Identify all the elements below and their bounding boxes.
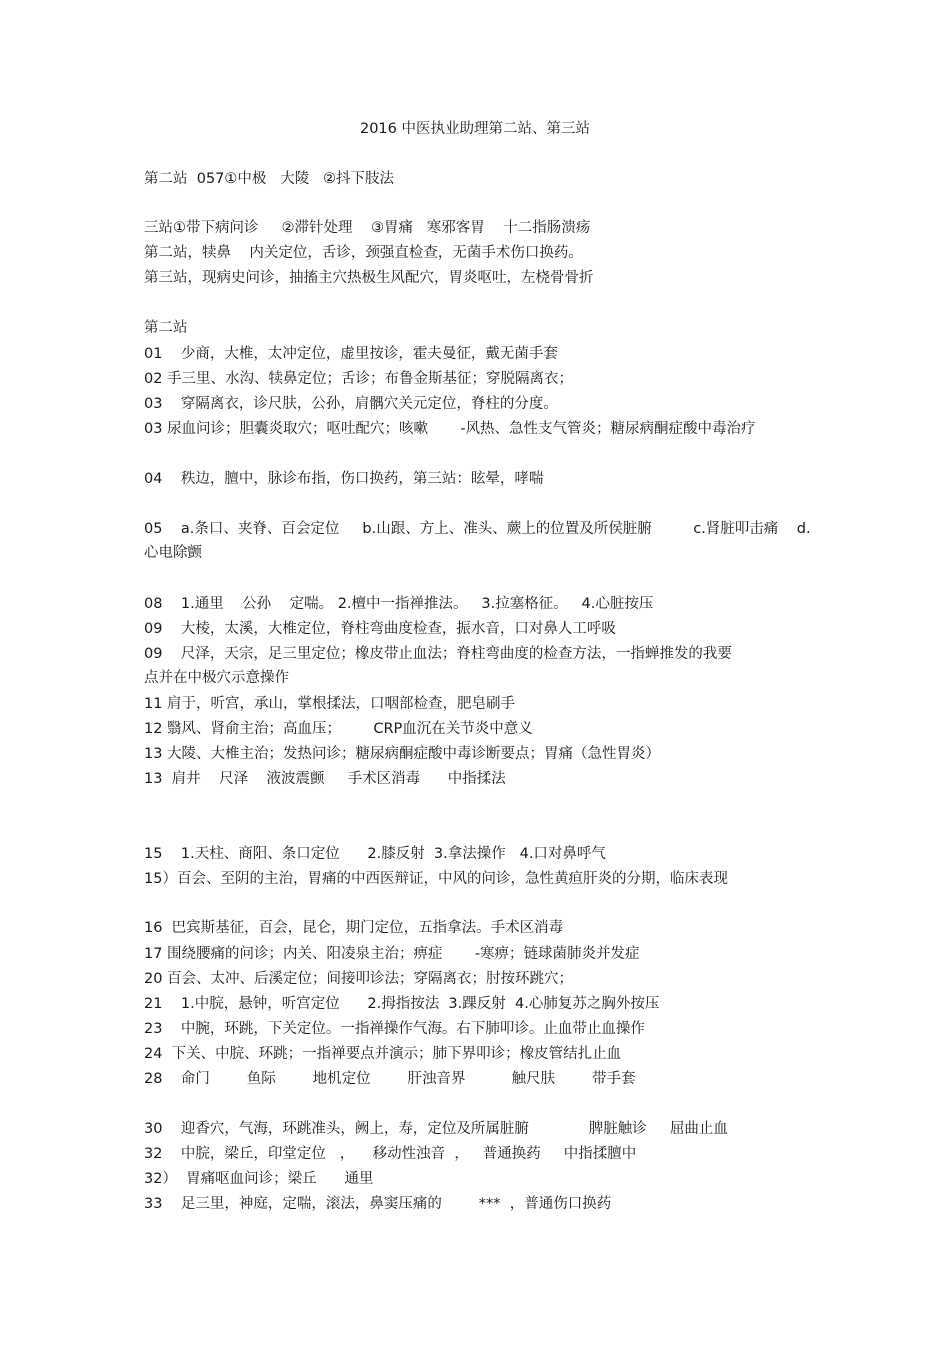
- text-line: 第二站 057①中极 大陵 ②抖下肢法: [144, 171, 395, 187]
- text-line: 20 百会、太冲、后溪定位；间接叩诊法；穿隔离衣；肘按环跳穴；: [144, 971, 574, 987]
- text-line: 13 大陵、大椎主治；发热问诊；糖尿病酮症酸中毒诊断要点；胃痛（急性胃炎）: [144, 746, 661, 762]
- text-line: 03 穿隔离衣，诊尺肤，公孙，肩髃穴关元定位，脊柱的分度。: [144, 396, 558, 412]
- text-line: 11 肩于，听宫，承山，掌根揉法，口咽部检查，肥皂刷手: [144, 696, 516, 712]
- text-line: 13 肩井 尺泽 液波震颤 手术区消毒 中指揉法: [144, 771, 506, 787]
- text-line: 32） 胃痛呕血问诊；梁丘 通里: [144, 1171, 374, 1187]
- text-line: 心电除颤: [144, 545, 202, 561]
- text-line: 08 1.通里 公孙 定喘。 2.檀中一指禅推法。 3.拉塞格征。 4.心脏按压: [144, 596, 654, 612]
- text-line: 点并在中极穴示意操作: [144, 670, 289, 686]
- text-line: 09 尺泽，天宗，足三里定位；橡皮带止血法；脊柱弯曲度的检查方法，一指蝉推发的我要: [144, 646, 732, 662]
- text-line: 04 秩边，膻中，脉诊布指，伤口换药，第三站：眩晕，哮喘: [144, 471, 544, 487]
- text-line: 33 足三里，神庭，定喘，滚法，鼻窦压痛的 *** ，普通伤口换药: [144, 1196, 612, 1212]
- text-line: 16 巴宾斯基征，百会，昆仑，期门定位，五指拿法。手术区消毒: [144, 920, 564, 936]
- text-line: 24 下关、中脘、环跳；一指禅要点并演示；肺下界叩诊；橡皮管结扎止血: [144, 1046, 622, 1062]
- text-line: 28 命门 鱼际 地机定位 肝浊音界 触尺肤 带手套: [144, 1071, 636, 1087]
- text-line: 32 中脘，梁丘，印堂定位 ， 移动性浊音 ， 普通换药 中指揉膻中: [144, 1146, 637, 1162]
- text-line: 03 尿血问诊；胆囊炎取穴；呕吐配穴；咳嗽 -风热、急性支气管炎；糖尿病酮症酸中毒治疗: [144, 421, 756, 437]
- text-line: 01 少商，大椎，太冲定位，虚里按诊，霍夫曼征，戴无菌手套: [144, 346, 558, 362]
- text-line: 第二站，犊鼻 内关定位，舌诊，颈强直检查，无菌手术伤口换药。: [144, 245, 583, 261]
- text-line: 09 大棱，太溪，大椎定位，脊柱弯曲度检查，振水音，口对鼻人工呼吸: [144, 621, 616, 637]
- text-line: 02 手三里、水沟、犊鼻定位；舌诊；布鲁金斯基征；穿脱隔离衣；: [144, 371, 574, 387]
- text-line: 15）百会、至阴的主治，胃痛的中西医辩证，中风的问诊，急性黄疸肝炎的分期，临床表现: [144, 871, 728, 887]
- text-line: 05 a.条口、夹脊、百会定位 b.山跟、方上、准头、蕨上的位置及所侯脏腑 c.肾脏叩击痛 d.: [144, 521, 811, 537]
- text-line: 15 1.天柱、商阳、条口定位 2.膝反射 3.拿法操作 4.口对鼻呼气: [144, 846, 606, 862]
- text-line: 21 1.中脘，悬钟，听宫定位 2.拇指按法 3.踝反射 4.心肺复苏之胸外按压: [144, 996, 660, 1012]
- section-heading: 第二站: [144, 320, 188, 336]
- text-line: 30 迎香穴，气海，环跳准头，阙上，寿，定位及所属脏腑 脾脏触诊 屈曲止血: [144, 1121, 728, 1137]
- text-line: 23 中腕，环跳，下关定位。一指禅操作气海。右下肺叩诊。止血带止血操作: [144, 1021, 645, 1037]
- text-line: 12 翳风、肾俞主治；高血压； CRP血沉在关节炎中意义: [144, 721, 533, 737]
- document-title: 2016 中医执业助理第二站、第三站: [359, 121, 590, 137]
- text-line: 第三站，现病史问诊，抽搐主穴热极生风配穴，胃炎呕吐，左桡骨骨折: [144, 270, 594, 286]
- text-line: 三站①带下病问诊 ②滞针处理 ③胃痛 寒邪客胃 十二指肠溃疡: [144, 220, 591, 236]
- text-line: 17 围绕腰痛的问诊；内关、阳凌泉主治；痹症 -寒痹；链球菌肺炎并发症: [144, 946, 640, 962]
